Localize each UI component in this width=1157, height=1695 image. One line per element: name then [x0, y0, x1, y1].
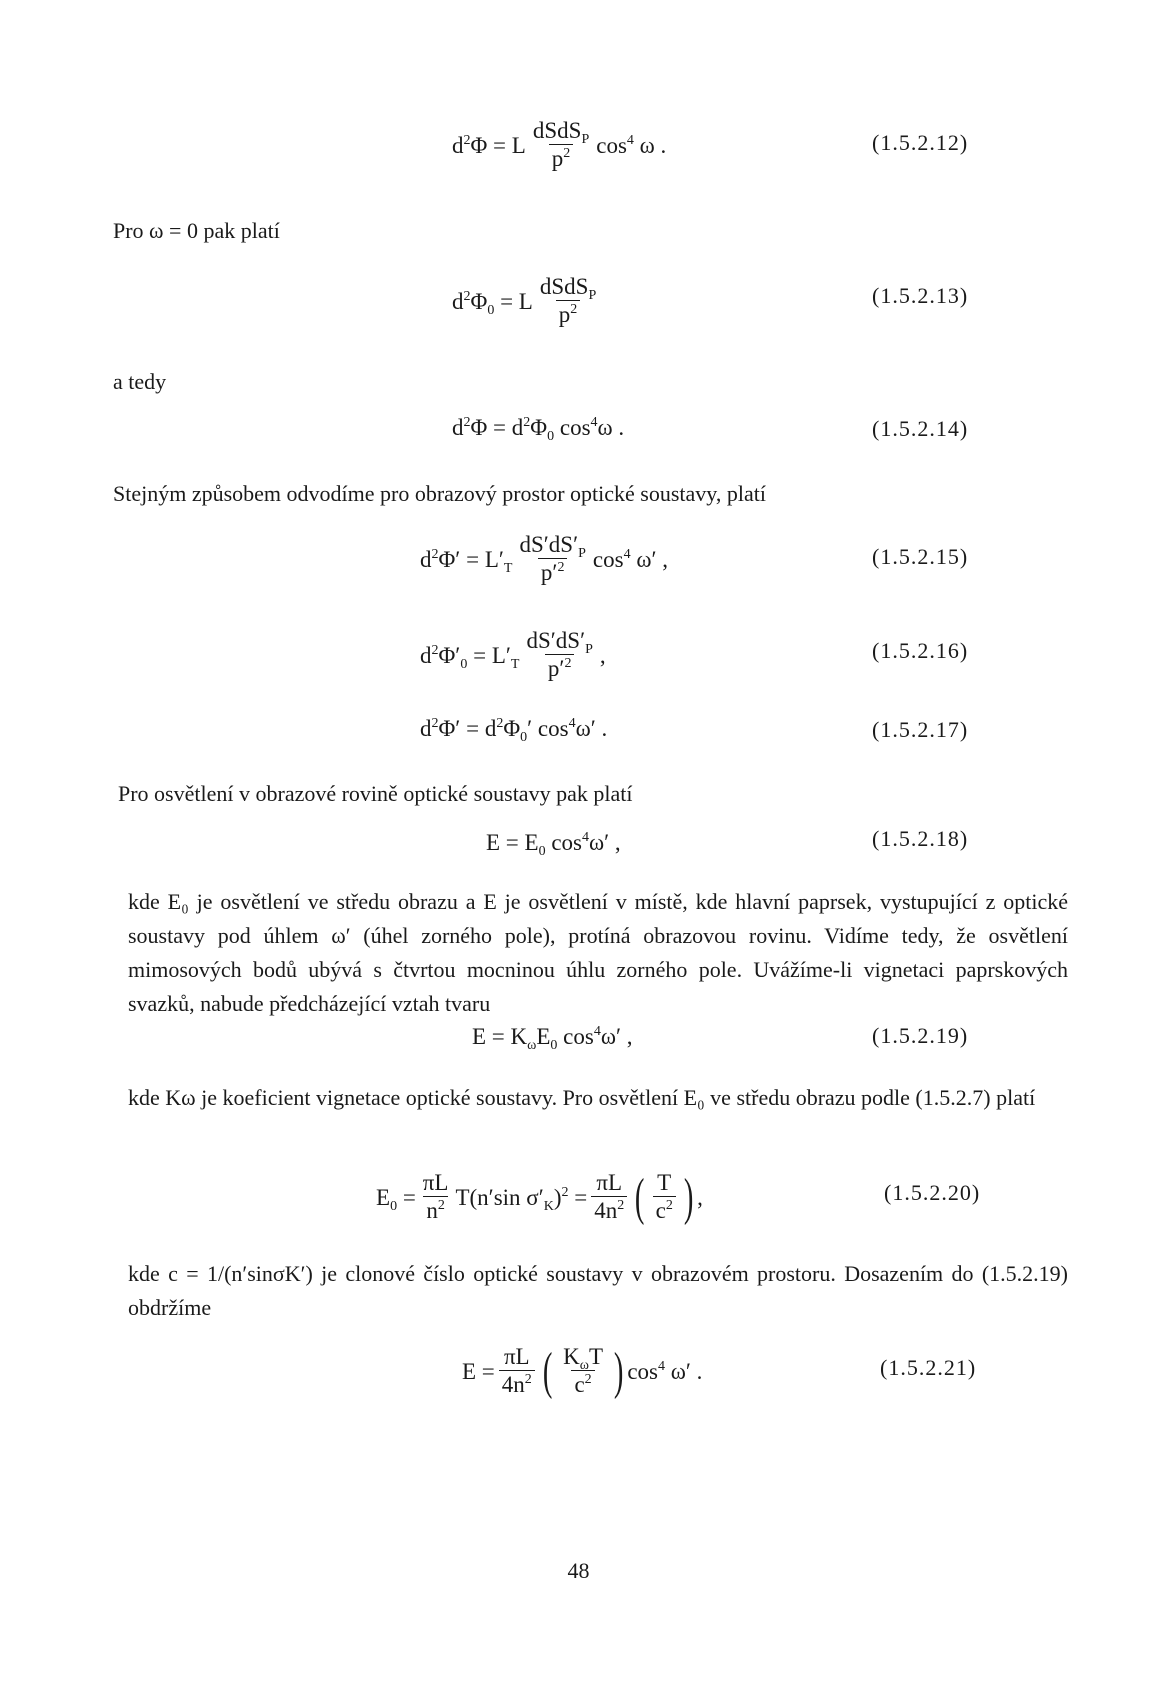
- page-number: 48: [567, 1558, 590, 1583]
- paragraph: a tedy: [113, 369, 167, 394]
- equation-number: (1.5.2.15): [872, 544, 969, 569]
- equation-number: (1.5.2.19): [872, 1023, 969, 1048]
- paragraph: Pro ω = 0 pak platí: [113, 218, 280, 243]
- equation-1-5-2-16: $d^2\Phi'_0 = L'_T$ $\frac{dS'dS'_P}{p'^2}$ ,: [420, 628, 606, 681]
- paragraph: Pro osvětlení v obrazové rovině optické soustavy pak platí: [118, 781, 633, 806]
- equation-1-5-2-13: $d^2\Phi_0 = L$ $\frac{dSdS_P}{p^2}$: [452, 274, 597, 327]
- equation-1-5-2-14: $d^2\Phi = d^2\Phi_0$ $\cos^4\omega$ .: [452, 415, 625, 444]
- equation-1-5-2-19: $E = K_\omega E_0$ $\cos^4\omega'$ ,: [472, 1024, 633, 1053]
- equation-number: (1.5.2.17): [872, 717, 969, 742]
- equation-number: (1.5.2.20): [884, 1180, 981, 1205]
- equation-1-5-2-21: E = $\frac{\pi L}{4n^2}$ ( $\frac{K_\omega T}{c^2}$ ) $\cos^4 \omega'$ .: [462, 1342, 703, 1400]
- paragraph: Stejným způsobem odvodíme pro obrazový prostor optické soustavy, platí: [113, 481, 766, 506]
- equation-1-5-2-20: $E_0$ = $\frac{\pi L}{n^2}$ T(n′sin $\sigma'_K)^2$ = $\frac{\pi L}{4n^2}$ ( $\frac{T}{c^2}$ ) ,: [376, 1168, 703, 1226]
- equation-number: (1.5.2.14): [872, 416, 969, 441]
- equation-number: (1.5.2.12): [872, 130, 969, 155]
- paragraph: kde c = 1/(n′sinσK′) je clonové číslo optické soustavy v obrazovém prostoru. Dosazením do (1.5.2.19) obdržíme: [128, 1261, 1068, 1320]
- paragraph: kde Kω je koeficient vignetace optické soustavy. Pro osvětlení E₀ ve středu obrazu podle (1.5.2.7) platí: [128, 1085, 1036, 1110]
- equation-1-5-2-12: $d^2\Phi = L$ $\frac{dSdS_P}{p^2}$ $\cos^4 \omega$ .: [452, 118, 667, 171]
- equation-1-5-2-15: $d^2\Phi' = L'_T$ $\frac{dS'dS'_P}{p'^2}$ $\cos^4 \omega'$ ,: [420, 532, 669, 585]
- equation-number: (1.5.2.18): [872, 826, 969, 851]
- equation-1-5-2-17: $d^2\Phi' = d^2\Phi_0'$ $\cos^4\omega'$ .: [420, 716, 608, 745]
- paragraph: kde E₀ je osvětlení ve středu obrazu a E je osvětlení v místě, kde hlavní paprsek, vystupující z optické soustavy pod úhlem ω′ (úhel zorného pole), protíná obrazovou rovinu. Vidíme tedy, že osvětlení mimosových bodů ubývá s čtvrtou mocninou úhlu zorného pole. Uvážíme-li vignetaci paprskových svazků, nabude předcházející vztah tvaru: [128, 889, 1068, 1016]
- equation-1-5-2-18: $E = E_0$ $\cos^4\omega'$ ,: [486, 830, 621, 859]
- equation-number: (1.5.2.16): [872, 638, 969, 663]
- equation-number: (1.5.2.21): [880, 1355, 977, 1380]
- equation-number: (1.5.2.13): [872, 283, 969, 308]
